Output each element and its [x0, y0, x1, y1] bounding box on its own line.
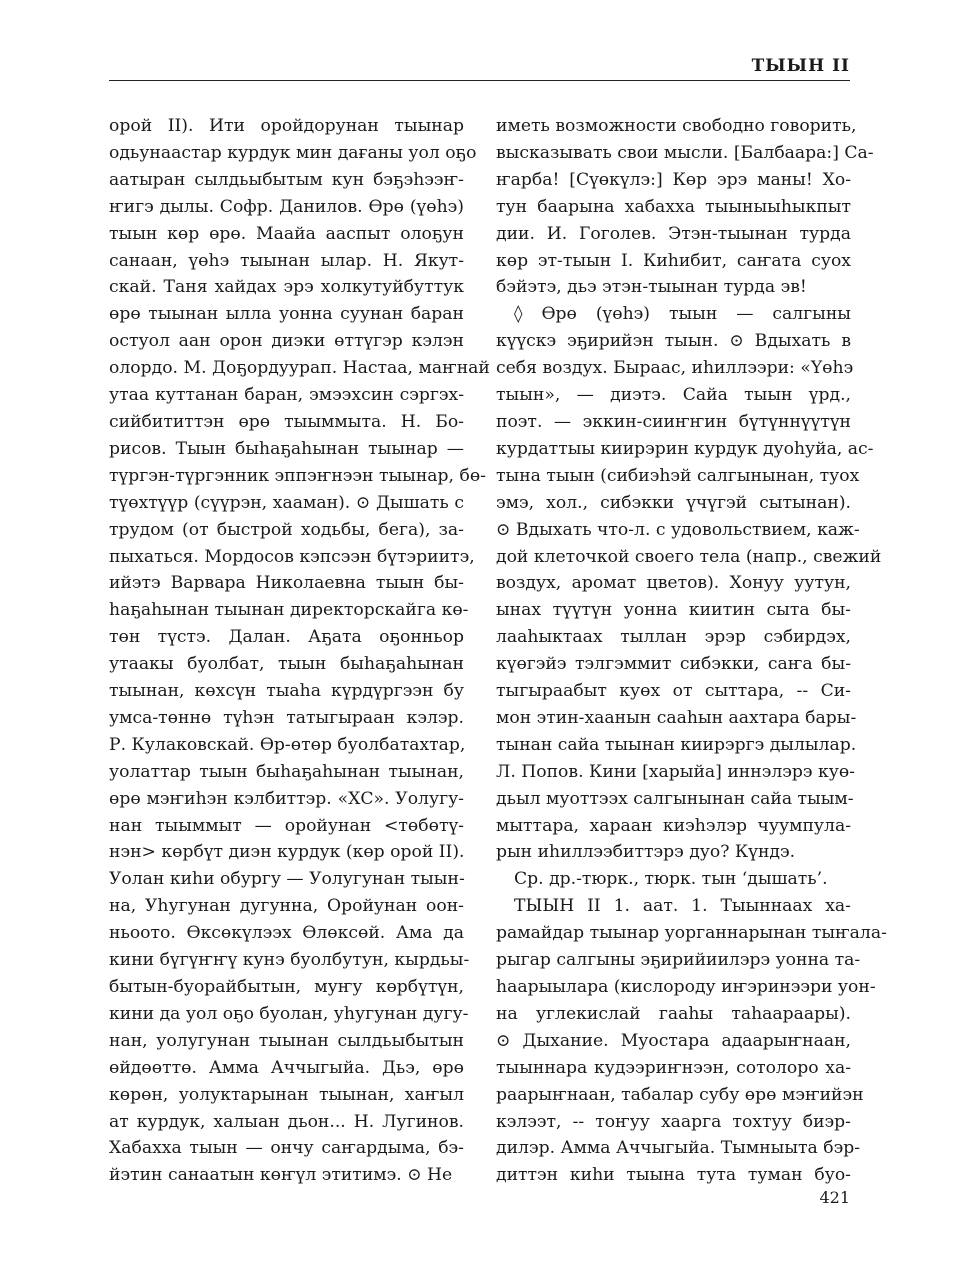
text-line: ҥарба! [Сүөкүлэ:] Көр эрэ маны! Хо- [496, 169, 851, 190]
text-line: дии. И. Гоголев. Этэн-тыынан турда [496, 223, 851, 244]
text-line: нэн> көрбүт диэн курдук (көр орой II). [109, 842, 465, 863]
text-line: трудом (от быстрой ходьбы, бега), за- [109, 519, 464, 540]
text-line: рыгар салгыны эҕирийиилэрэ уонна та- [496, 950, 861, 971]
text-line: күүскэ эҕирийэн тыын. ⊙ Вдыхать в [496, 331, 851, 352]
page-number: 421 [819, 1188, 850, 1207]
text-line: ◊ Өрө (үөһэ) тыын — салгыны [514, 304, 851, 325]
text-line: мон этин-хаанын сааһын аахтара бары- [496, 707, 857, 728]
text-line: ҥигэ дылы. Софр. Данилов. Өрө (үөһэ) [109, 196, 464, 217]
text-line: өйдөөттө. Амма Аччыгыйа. Дьэ, өрө [109, 1057, 464, 1078]
text-line: остуол аан орон диэки өттүгэр кэлэн [109, 331, 464, 352]
text-line: рамайдар тыынар уорганнарынан тыҥала- [496, 923, 887, 944]
text-line: бэйэтэ, дьэ этэн-тыынан турда эв! [496, 277, 807, 298]
text-line: высказывать свои мысли. [Балбаара:] Са- [496, 142, 874, 163]
text-line: кини бүгүҥҥү кунэ буолбутун, кырдьы- [109, 950, 470, 971]
text-line: ынах түүтүн уонна киитин сыта бы- [496, 600, 851, 621]
text-line: кэлээт, -- тоҥуу хаарга тохтуу биэр- [496, 1111, 851, 1132]
text-line: олордо. М. Доҕордуурап. Настаа, маҥнай [109, 358, 490, 379]
text-line: дьыл муоттээх салгынынан сайа тыым- [496, 788, 854, 809]
text-line: ийэтэ Варвара Николаевна тыын бы- [109, 573, 464, 594]
text-line: лааһыктаах тыллан эрэр сэбирдэх, [496, 627, 851, 648]
text-line: Л. Попов. Кини [харыйа] иннэлэрэ куө- [496, 761, 855, 782]
text-line: дилэр. Амма Аччыгыйа. Тымныыта бэр- [496, 1138, 861, 1159]
text-line: курдаттыы киирэрин курдук дуоһуйа, ас- [496, 438, 874, 459]
text-line: иметь возможности свободно говорить, [496, 116, 857, 136]
header-rule [109, 80, 850, 81]
text-line: тынан сайа тыынан киирэргэ дылылар. [496, 734, 857, 755]
text-line: күөгэйэ тэлгэммит сибэкки, саҥа бы- [496, 654, 851, 675]
text-line: умса-төннө түһэн татыгыраан кэлэр. [109, 707, 464, 728]
text-line: көр эт-тыын I. Киһибит, саҥата суох [496, 250, 851, 271]
text-line: ньоото. Өксөкүлээх Өлөксөй. Ама да [109, 923, 464, 944]
text-line: кини да уол оҕо буолан, уһугунан дугу- [109, 1003, 469, 1024]
text-line: тыын», — диэтэ. Сайа тыын үрд., [496, 385, 851, 406]
text-line: дой клеточкой своего тела (напр., свежий [496, 546, 882, 567]
text-line: тыын көр өрө. Маайа ааспыт олоҕун [109, 223, 464, 244]
text-line: тыыннара кудээриҥнээн, сотолоро ха- [496, 1057, 851, 1078]
text-line: өрө мэҥиһэн кэлбиттэр. «ХС». Уолугу- [109, 788, 464, 809]
text-line: на углекислай гааһы таһаараары). [496, 1003, 851, 1024]
text-line: орой II). Ити оройдорунан тыынар [109, 116, 464, 136]
text-line: на, Уһугунан дугунна, Оройунан оон- [109, 896, 464, 917]
text-line: тыгыраабыт куөх от сыттара, -- Си- [496, 681, 851, 702]
text-line: утаакы буолбат, тыын быһаҕаһынан [109, 654, 464, 675]
text-line: көрөн, уолуктарынан тыынан, хаҥыл [109, 1084, 464, 1105]
text-line: өрө тыынан ылла уонна суунан баран [109, 304, 464, 325]
text-line: себя воздух. Быраас, иһиллээри: «Үөһэ [496, 358, 854, 379]
text-line: мыттара, хараан киэһэлэр чуумпула- [496, 815, 851, 836]
text-line: һаҕаһынан тыынан директорскайга кө- [109, 600, 469, 621]
text-line: тыынан, көхсүн тыаһа күрдүргээн бу [109, 681, 464, 702]
text-line: ⊙ Дыхание. Муостара адаарыҥнаан, [496, 1030, 851, 1051]
text-line: поэт. — эккин-сииҥҥин бүтүннүүтүн [496, 411, 851, 432]
text-line: Ср. др.-тюрк., тюрк. тын ‘дышать’. [514, 869, 828, 890]
text-line: санаан, үөһэ тыынан ылар. Н. Якут- [109, 250, 464, 271]
running-head: ТЫЫН II [751, 56, 850, 76]
text-line: диттэн киһи тыына тута туман буо- [496, 1165, 851, 1186]
text-line: рисов. Тыын быһаҕаһынан тыынар — [109, 438, 464, 459]
text-line: тун баарына хабахха тыыныыһыкпыт [496, 196, 851, 217]
text-line: утаа куттанан баран, эмээхсин сэргэх- [109, 385, 464, 406]
text-line: бытын-буорайбытын, муҥу көрбүтүн, [109, 977, 464, 997]
text-line: сийбититтэн өрө тыыммыта. Н. Бо- [109, 411, 464, 432]
text-line: һаарыылара (кислороду иҥэринээри уон- [496, 977, 876, 997]
text-line: пыхаться. Мордосов кэпсээн бүтэриитэ, [109, 546, 475, 567]
right-column [496, 113, 887, 1189]
text-line: түөхтүүр (сүүрэн, хааман). ⊙ Дышать с [109, 492, 464, 513]
text-line: Уолан киһи обургу — Уолугунан тыын- [109, 869, 465, 890]
text-line: тына тыын (сибиэһэй салгынынан, туох [496, 465, 860, 486]
text-line: ⊙ Вдыхать что-л. с удовольствием, каж- [496, 519, 860, 540]
text-line: төн түстэ. Далан. Аҕата оҕонньор [109, 627, 464, 648]
text-line: раарыҥнаан, табалар субу өрө мэҥийэн [496, 1084, 864, 1105]
text-line: аатыран сылдьыбытым кун бэҕэһээҥ- [109, 169, 464, 190]
text-line: Хабахха тыын — ончу саҥардыма, бэ- [109, 1138, 464, 1159]
text-line: нан тыыммыт — оройунан <төбөтү- [109, 815, 464, 836]
text-line: воздух, аромат цветов). Хонуу уутун, [496, 573, 851, 594]
text-line: ат курдук, халыан дьон... Н. Лугинов. [109, 1111, 464, 1132]
text-line: рын иһиллээбиттэрэ дуо? Күндэ. [496, 842, 796, 863]
text-line: уолаттар тыын быһаҕаһынан тыынан, [109, 761, 464, 782]
text-line: эмэ, хол., сибэкки үчүгэй сытынан). [496, 492, 851, 513]
left-column [109, 113, 490, 1189]
text-line: йэтин санаатын көҥүл этитимэ. ⊙ Не [109, 1165, 453, 1186]
text-line: түргэн-түргэнник эппэҥнээн тыынар, бө- [109, 465, 486, 486]
text-line: Р. Кулаковскай. Өр-өтөр буолбатахтар, [109, 734, 466, 755]
text-line: ТЫЫН II 1. аат. 1. Тыыннаах ха- [514, 896, 851, 917]
text-line: нан, уолугунан тыынан сылдьыбытын [109, 1030, 464, 1051]
text-line: скай. Таня хайдах эрэ холкутуйбуттук [109, 277, 464, 298]
text-line: одьунаастар курдук мин дағаны уол оҕо [109, 142, 477, 163]
